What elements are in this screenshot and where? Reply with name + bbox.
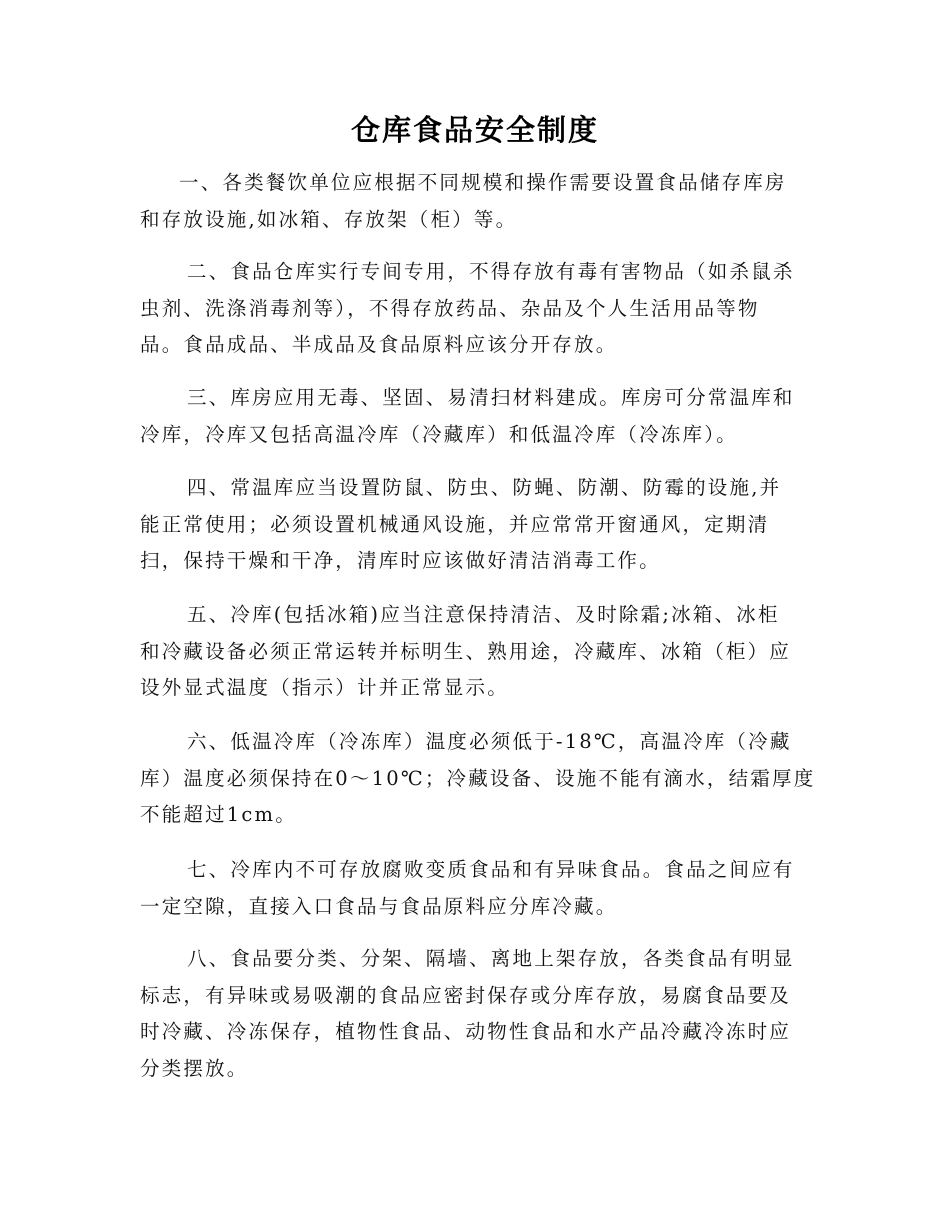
- paragraph-line: 二、食品仓库实行专间专用，不得存放有毒有害物品（如杀鼠杀: [187, 260, 795, 283]
- paragraph-6: [140, 724, 816, 834]
- paragraph-line: 虫剂、洗涤消毒剂等），不得存放药品、杂品及个人生活用品等物: [140, 296, 760, 320]
- paragraph-8: [140, 941, 810, 1087]
- paragraph-line: 分类摆放。: [140, 1056, 249, 1080]
- paragraph-line: 和存放设施,如冰箱、存放架（柜）等。: [140, 207, 518, 231]
- paragraph-1: [140, 165, 810, 238]
- paragraph-7: [140, 852, 810, 925]
- paragraph-line: 五、冷库(包括冰箱)应当注意保持清洁、及时除霜;冰箱、冰柜: [187, 603, 780, 626]
- paragraph-line: 扫，保持干燥和干净，清库时应该做好清洁消毒工作。: [140, 549, 661, 572]
- paragraph-line: 不能超过1cm。: [140, 803, 297, 826]
- paragraph-line: 八、食品要分类、分架、隔墙、离地上架存放，各类食品有明显: [187, 947, 795, 970]
- paragraph-3: [140, 380, 810, 453]
- paragraph-line: 冷库，冷库又包括高温冷库（冷藏库）和低温冷库（冷冻库）。: [140, 422, 738, 446]
- paragraph-line: 四、常温库应当设置防鼠、防虫、防蝇、防潮、防霉的设施,并: [187, 476, 782, 499]
- paragraph-2: [140, 254, 810, 364]
- paragraph-line: 和冷藏设备必须正常运转并标明生、熟用途，冷藏库、冰箱（柜）应: [140, 639, 792, 663]
- paragraph-line: 能正常使用；必须设置机械通风设施，并应常常开窗通风，定期清: [140, 512, 770, 536]
- paragraph-line: 设外显式温度（指示）计并正常显示。: [140, 676, 509, 699]
- paragraph-line: 一定空隙，直接入口食品与食品原料应分库冷藏。: [140, 894, 618, 918]
- paragraph-line: 库）温度必须保持在0～10℃；冷藏设备、设施不能有滴水，结霜厚度: [140, 766, 816, 790]
- paragraph-line: 标志，有异味或易吸潮的食品应密封保存或分库存放，易腐食品要及: [140, 983, 792, 1007]
- paragraph-line: 六、低温冷库（冷冻库）温度必须低于-18℃，高温冷库（冷藏: [187, 730, 792, 753]
- paragraph-5: [140, 597, 810, 707]
- paragraph-line: 三、库房应用无毒、坚固、易清扫材料建成。库房可分常温库和: [187, 386, 795, 409]
- paragraph-4: [140, 470, 810, 580]
- document-title: 仓库食品安全制度: [350, 113, 599, 147]
- paragraph-line: 时冷藏、冷冻保存，植物性食品、动物性食品和水产品冷藏冷冻时应: [140, 1020, 792, 1043]
- paragraph-line: 一、各类餐饮单位应根据不同规模和操作需要设置食品储存库房: [179, 171, 787, 194]
- paragraph-line: 品。食品成品、半成品及食品原料应该分开存放。: [140, 333, 618, 356]
- paragraph-line: 七、冷库内不可存放腐败变质食品和有异味食品。食品之间应有: [187, 858, 795, 881]
